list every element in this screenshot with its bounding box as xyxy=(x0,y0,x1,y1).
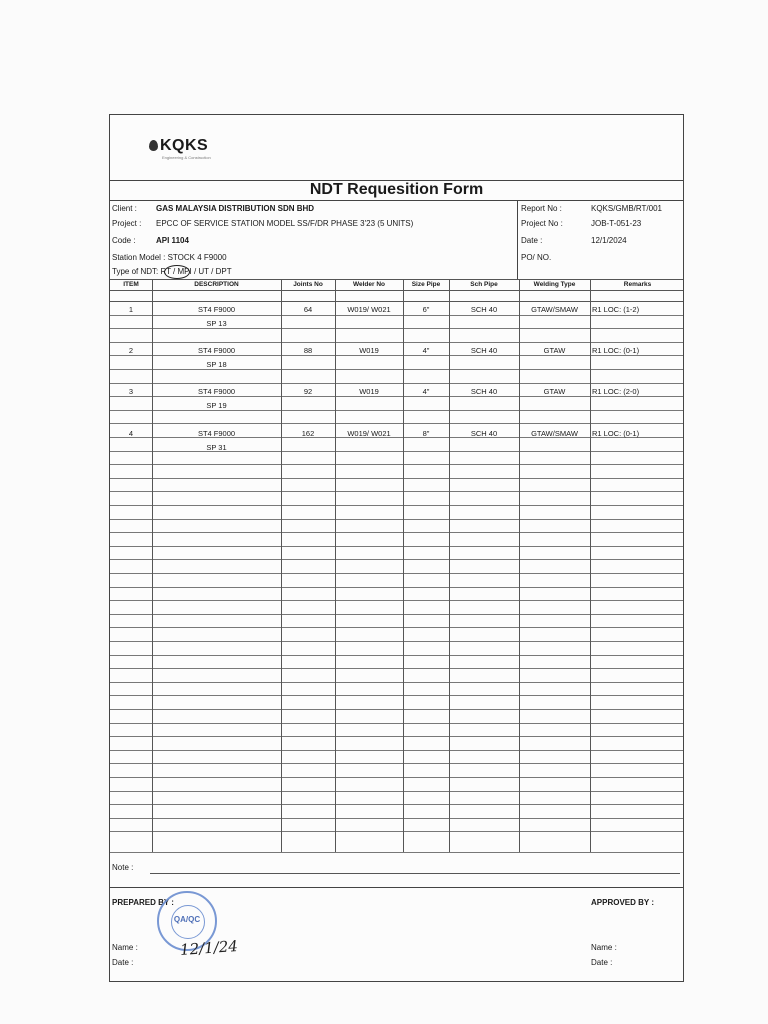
row3-remarks: R1 LOC: (2-0) xyxy=(592,387,640,396)
row3-sch: SCH 40 xyxy=(470,387,498,396)
table-row-line xyxy=(110,627,683,628)
row1-welding-type: GTAW/SMAW xyxy=(531,305,578,314)
table-row-line xyxy=(110,695,683,696)
row2-joints: 88 xyxy=(303,346,313,355)
row4-welder: W019/ W021 xyxy=(347,429,391,438)
logo-header xyxy=(110,115,683,181)
approved-by-label: APPROVED BY : xyxy=(591,898,654,907)
row3-joints: 92 xyxy=(303,387,313,396)
report-no-label: Report No : xyxy=(521,204,562,213)
header-welder-no: Welder No xyxy=(352,281,386,288)
station-model: Station Model : STOCK 4 F9000 xyxy=(112,253,227,262)
table-column-line xyxy=(335,279,336,852)
header-size-pipe: Size Pipe xyxy=(411,281,441,288)
row4-description: ST4 F9000 xyxy=(197,429,236,438)
table-row-line xyxy=(110,559,683,560)
table-row-line xyxy=(110,818,683,819)
ndt-type: Type of NDT: RT / MPI / UT / DPT xyxy=(112,267,232,276)
project-value: EPCC OF SERVICE STATION MODEL SS/F/DR PHASE 3'23 (5 UNITS) xyxy=(156,219,414,228)
table-row-line xyxy=(110,852,683,853)
table-row-line xyxy=(110,315,683,316)
row1-description: ST4 F9000 xyxy=(197,305,236,314)
prepared-date-label: Date : xyxy=(112,958,134,967)
info-divider xyxy=(517,201,518,279)
stamp-text: QA/QC xyxy=(173,915,201,924)
header-welding-type: Welding Type xyxy=(533,281,576,288)
row1-item: 1 xyxy=(128,305,134,314)
table-row-line xyxy=(110,736,683,737)
row4-sub: SP 31 xyxy=(206,443,227,452)
table-row-line xyxy=(110,573,683,574)
table-row-line xyxy=(110,546,683,547)
table-row-line xyxy=(110,641,683,642)
row1-size: 6" xyxy=(422,305,430,314)
date-label: Date : xyxy=(521,236,543,245)
row4-remarks: R1 LOC: (0-1) xyxy=(592,429,640,438)
project-no-label: Project No : xyxy=(521,219,563,228)
row2-remarks: R1 LOC: (0-1) xyxy=(592,346,640,355)
table-row-line xyxy=(110,423,683,424)
code-value: API 1104 xyxy=(156,236,189,245)
approved-name-label: Name : xyxy=(591,943,617,952)
row4-item: 4 xyxy=(128,429,134,438)
row4-sch: SCH 40 xyxy=(470,429,498,438)
table-column-line xyxy=(449,279,450,852)
row4-welding-type: GTAW/SMAW xyxy=(531,429,578,438)
table-row-line xyxy=(110,614,683,615)
header-sch-pipe: Sch Pipe xyxy=(470,281,498,288)
row1-welder: W019/ W021 xyxy=(347,305,391,314)
row3-item: 3 xyxy=(128,387,134,396)
row2-item: 2 xyxy=(128,346,134,355)
prepared-name-label: Name : xyxy=(112,943,138,952)
table-row-line xyxy=(110,505,683,506)
client-value: GAS MALAYSIA DISTRIBUTION SDN BHD xyxy=(156,204,315,213)
row4-size: 8" xyxy=(422,429,430,438)
note-label: Note : xyxy=(112,863,134,872)
approved-date-label: Date : xyxy=(591,958,613,967)
row4-joints: 162 xyxy=(301,429,315,438)
table-row-line xyxy=(110,831,683,832)
prepared-by-label: PREPARED BY : xyxy=(112,898,174,907)
table-row-line xyxy=(110,464,683,465)
table-row-line xyxy=(110,587,683,588)
table-column-line xyxy=(519,279,520,852)
row1-sub: SP 13 xyxy=(206,319,227,328)
table-row-line xyxy=(110,723,683,724)
table-row-line xyxy=(110,519,683,520)
table-column-line xyxy=(590,279,591,852)
row3-size: 4" xyxy=(422,387,430,396)
row3-description: ST4 F9000 xyxy=(197,387,236,396)
row2-sch: SCH 40 xyxy=(470,346,498,355)
row3-welder: W019 xyxy=(359,387,379,396)
client-label: Client : xyxy=(112,204,137,213)
note-line xyxy=(150,873,680,874)
header-item: ITEM xyxy=(123,281,139,288)
table-row-line xyxy=(110,750,683,751)
row1-remarks: R1 LOC: (1-2) xyxy=(592,305,640,314)
table-row-line xyxy=(110,290,683,291)
table-row-line xyxy=(110,777,683,778)
logo-tagline: Engineering & Construction xyxy=(162,155,211,160)
row3-welding-type: GTAW xyxy=(543,387,566,396)
project-label: Project : xyxy=(112,219,142,228)
row2-welder: W019 xyxy=(359,346,379,355)
table-row-line xyxy=(110,478,683,479)
row3-sub: SP 19 xyxy=(206,401,227,410)
footer-divider xyxy=(110,887,683,888)
table-column-line xyxy=(281,279,282,852)
project-no-value: JOB-T-051-23 xyxy=(591,219,642,228)
table-row-line xyxy=(110,600,683,601)
table-column-line xyxy=(403,279,404,852)
date-value: 12/1/2024 xyxy=(591,236,627,245)
drop-icon xyxy=(149,140,158,151)
row1-sch: SCH 40 xyxy=(470,305,498,314)
row2-welding-type: GTAW xyxy=(543,346,566,355)
table-row-line xyxy=(110,804,683,805)
table-row-line xyxy=(110,491,683,492)
form-title: NDT Requesition Form xyxy=(110,180,683,201)
row2-description: ST4 F9000 xyxy=(197,346,236,355)
table-row-line xyxy=(110,383,683,384)
table-row-line xyxy=(110,763,683,764)
header-description: DESCRIPTION xyxy=(194,281,239,288)
header-remarks: Remarks xyxy=(623,281,652,288)
company-logo xyxy=(149,137,208,155)
table-row-line xyxy=(110,682,683,683)
table-row-line xyxy=(110,709,683,710)
report-no-value: KQKS/GMB/RT/001 xyxy=(591,204,662,213)
table-row-line xyxy=(110,655,683,656)
row1-joints: 64 xyxy=(303,305,313,314)
table-row-line xyxy=(110,532,683,533)
table-row-line xyxy=(110,301,683,302)
row2-sub: SP 18 xyxy=(206,360,227,369)
po-label: PO/ NO. xyxy=(521,253,552,262)
code-label: Code : xyxy=(112,236,136,245)
table-row-line xyxy=(110,791,683,792)
logo-name: KQKS xyxy=(160,137,209,154)
header-joints-no: Joints No xyxy=(293,281,323,288)
row2-size: 4" xyxy=(422,346,430,355)
table-row-line xyxy=(110,342,683,343)
ndt-requisition-form xyxy=(109,114,684,982)
table-row-line xyxy=(110,668,683,669)
handwritten-date: 12/1/24 xyxy=(179,937,239,959)
